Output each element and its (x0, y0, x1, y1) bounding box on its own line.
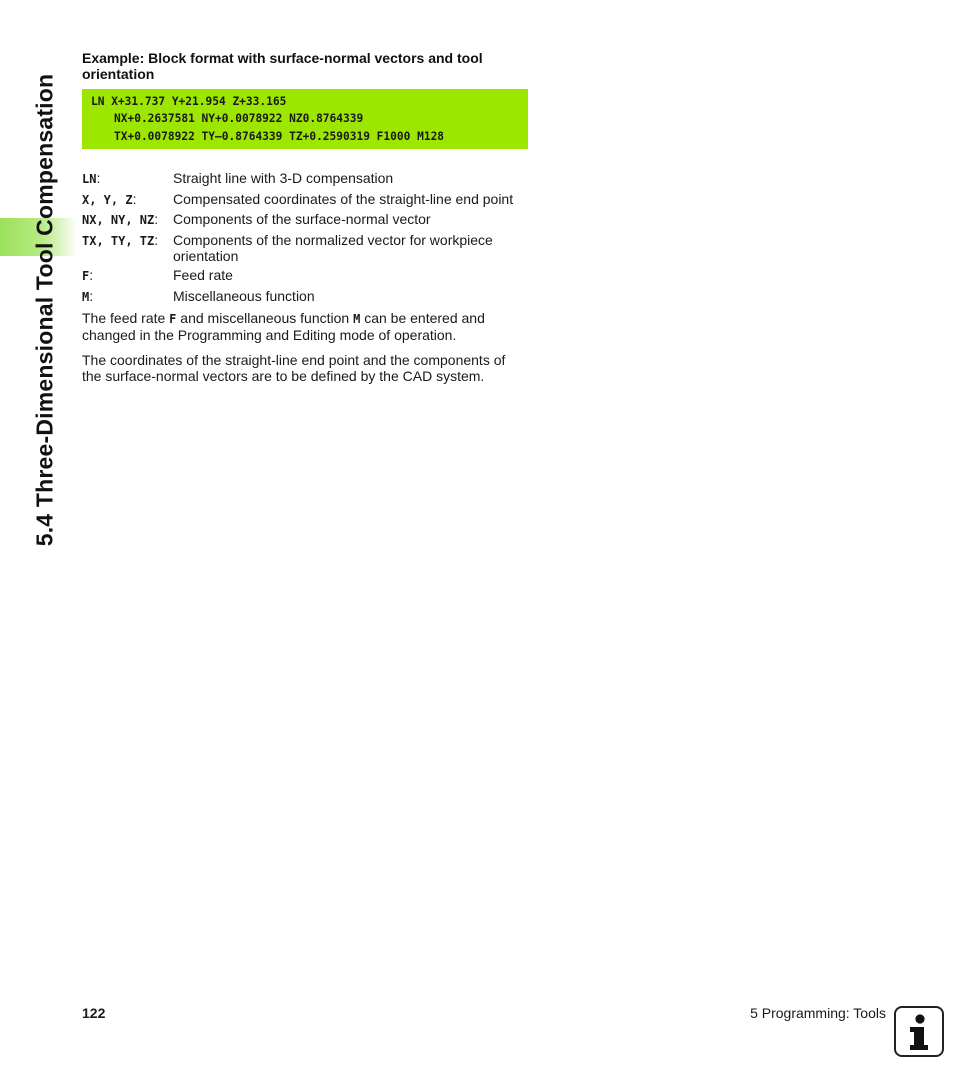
cad-paragraph: The coordinates of the straight-line end point and the components of the surface-normal vectors are to be defined by the CAD system. (82, 352, 506, 384)
definition-description: Components of the surface-normal vector (173, 211, 431, 228)
definition-term: LN (82, 172, 97, 186)
definition-description: Components of the normalized vector for workpiece orientation (173, 231, 493, 264)
definition-row (82, 232, 528, 264)
definition-term: NX, NY, NZ (82, 213, 155, 228)
definition-term: TX, TY, TZ (82, 233, 155, 248)
definition-term: F (82, 269, 90, 284)
definition-description: Compensated coordinates of the straight-line end point (173, 190, 514, 207)
inline-code: F (169, 312, 177, 326)
definition-row (82, 191, 528, 208)
inline-code: M (353, 312, 361, 326)
example-heading: Example: Block format with surface-normal vectors and tool orientation (82, 50, 483, 82)
page-number: 122 (82, 1005, 106, 1021)
paragraph-text: and miscellaneous function (176, 310, 354, 326)
chapter-footer: 5 Programming: Tools (750, 1005, 886, 1021)
definition-description: Straight line with 3-D compensation (173, 170, 394, 186)
code-line: LN X+31.737 Y+21.954 Z+33.165 (91, 95, 287, 108)
term-separator: : (154, 211, 159, 228)
definition-term: X, Y, Z (82, 192, 133, 207)
term-separator: : (154, 231, 159, 248)
term-separator: : (89, 287, 94, 304)
definition-term: M (82, 289, 90, 304)
paragraph-text: can be entered and changed in the Programming and Editing mode of operation. (82, 310, 485, 343)
term-separator: : (89, 267, 94, 284)
definition-row (82, 170, 528, 187)
definition-description: Feed rate (173, 267, 233, 284)
definition-row (82, 267, 528, 284)
code-block (82, 89, 528, 149)
code-line: NX+0.2637581 NY+0.0078922 NZ0.8764339 (114, 112, 364, 126)
feed-rate-paragraph (82, 310, 528, 343)
section-title-vertical (20, 50, 70, 570)
paragraph-text: The feed rate (82, 310, 170, 326)
definition-description: Miscellaneous function (173, 287, 315, 304)
definition-row (82, 211, 528, 228)
section-title-text: 5.4 Three-Dimensional Tool Compensation (31, 73, 58, 547)
code-line: TX+0.0078922 TY–0.8764339 TZ+0.2590319 F1000 M128 (114, 129, 445, 143)
term-separator: : (132, 190, 137, 207)
term-separator: : (96, 170, 101, 186)
info-icon (894, 1006, 944, 1057)
definition-row (82, 288, 528, 305)
definition-list (82, 170, 528, 309)
